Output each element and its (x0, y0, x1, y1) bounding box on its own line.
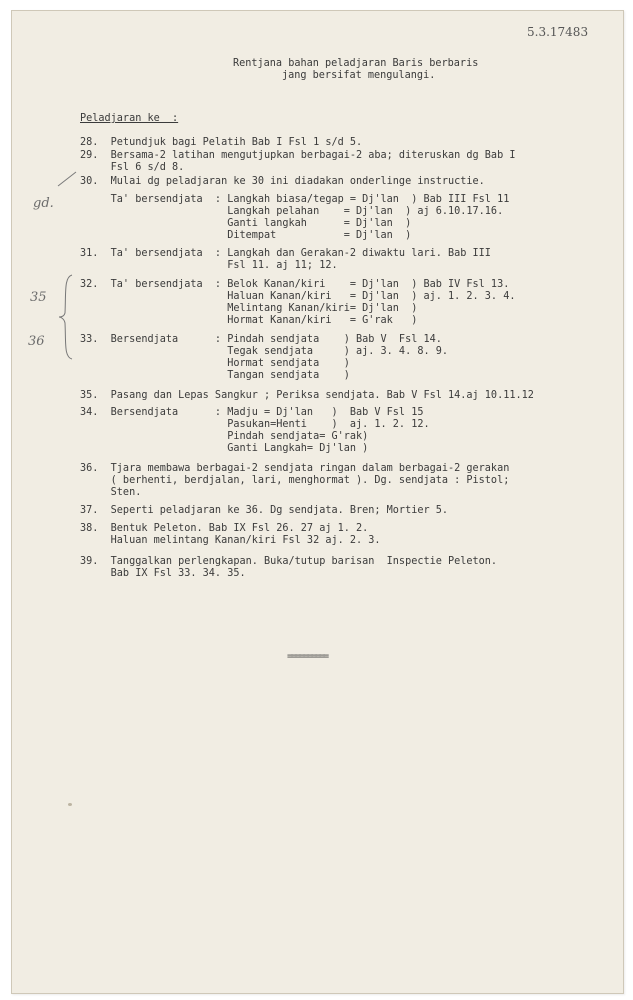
line-38a: 38. Bentuk Peleton. Bab IX Fsl 26. 27 aj 1. 2. (80, 523, 369, 534)
section-heading: Peladjaran ke : (80, 113, 179, 124)
line-32a: 32. Ta' bersendjata : Belok Kanan/kiri = Dj'lan ) Bab IV Fsl 13. (80, 279, 510, 290)
line-30: 30. Mulai dg peladjaran ke 30 ini diadakan onderlinge instructie. (80, 176, 485, 187)
line-34a: 34. Bersendjata : Madju = Dj'lan ) Bab V Fsl 15 (80, 407, 424, 418)
line-34b: Pasukan=Henti ) aj. 1. 2. 12. (80, 419, 430, 430)
pencil-stroke-icon (56, 170, 78, 188)
margin-note-36: 36 (28, 334, 45, 349)
line-33b: Tegak sendjata ) aj. 3. 4. 8. 9. (80, 346, 449, 357)
paper-spot (68, 803, 72, 806)
line-28: 28. Petundjuk bagi Pelatih Bab I Fsl 1 s/d 5. (80, 137, 363, 148)
line-39a: 39. Tanggalkan perlengkapan. Buka/tutup barisan Inspectie Peleton. (80, 556, 498, 567)
line-33d: Tangan sendjata ) (80, 370, 350, 381)
line-29a: 29. Bersama-2 latihan mengutjupkan berbagai-2 aba; diteruskan dg Bab I (80, 150, 516, 161)
line-34d: Ganti Langkah= Dj'lan ) (80, 443, 369, 454)
line-36b: ( berhenti, berdjalan, lari, menghormat ). Dg. sendjata : Pistol; (80, 475, 510, 486)
end-separator: ========== (287, 651, 328, 662)
margin-brace-icon (58, 273, 74, 361)
line-31a: 31. Ta' bersendjata : Langkah dan Gerakan-2 diwaktu lari. Bab III (80, 248, 491, 259)
line-34c: Pindah sendjata= G'rak) (80, 431, 369, 442)
line-38b: Haluan melintang Kanan/kiri Fsl 32 aj. 2. 3. (80, 535, 381, 546)
line-32b: Haluan Kanan/kiri = Dj'lan ) aj. 1. 2. 3. 4. (80, 291, 516, 302)
line-39b: Bab IX Fsl 33. 34. 35. (80, 568, 246, 579)
line-31b: Fsl 11. aj 11; 12. (80, 260, 338, 271)
line-36c: Sten. (80, 487, 142, 498)
line-37: 37. Seperti peladjaran ke 36. Dg sendjata. Bren; Mortier 5. (80, 505, 449, 516)
line-30-d: Ditempat = Dj'lan ) (80, 230, 412, 241)
line-36a: 36. Tjara membawa berbagai-2 sendjata ringan dalam berbagai-2 gerakan (80, 463, 510, 474)
line-35: 35. Pasang dan Lepas Sangkur ; Periksa sendjata. Bab V Fsl 14.aj 10.11.12 (80, 390, 534, 401)
line-32d: Hormat Kanan/kiri = G'rak ) (80, 315, 418, 326)
archive-stamp: 5.3.17483 (527, 25, 589, 39)
title-line-1: Rentjana bahan peladjaran Baris berbaris (233, 58, 479, 69)
margin-note-35: 35 (30, 290, 47, 305)
line-33a: 33. Bersendjata : Pindah sendjata ) Bab V Fsl 14. (80, 334, 442, 345)
line-29b: Fsl 6 s/d 8. (80, 162, 185, 173)
title-line-2: jang bersifat mengulangi. (282, 70, 436, 81)
line-32c: Melintang Kanan/kiri= Dj'lan ) (80, 303, 418, 314)
line-30-c: Ganti langkah = Dj'lan ) (80, 218, 412, 229)
line-33c: Hormat sendjata ) (80, 358, 350, 369)
margin-paraf: gd. (33, 196, 54, 211)
line-30-b: Langkah pelahan = Dj'lan ) aj 6.10.17.16. (80, 206, 504, 217)
line-30-a: Ta' bersendjata : Langkah biasa/tegap = Dj'lan ) Bab III Fsl 11 (80, 194, 510, 205)
